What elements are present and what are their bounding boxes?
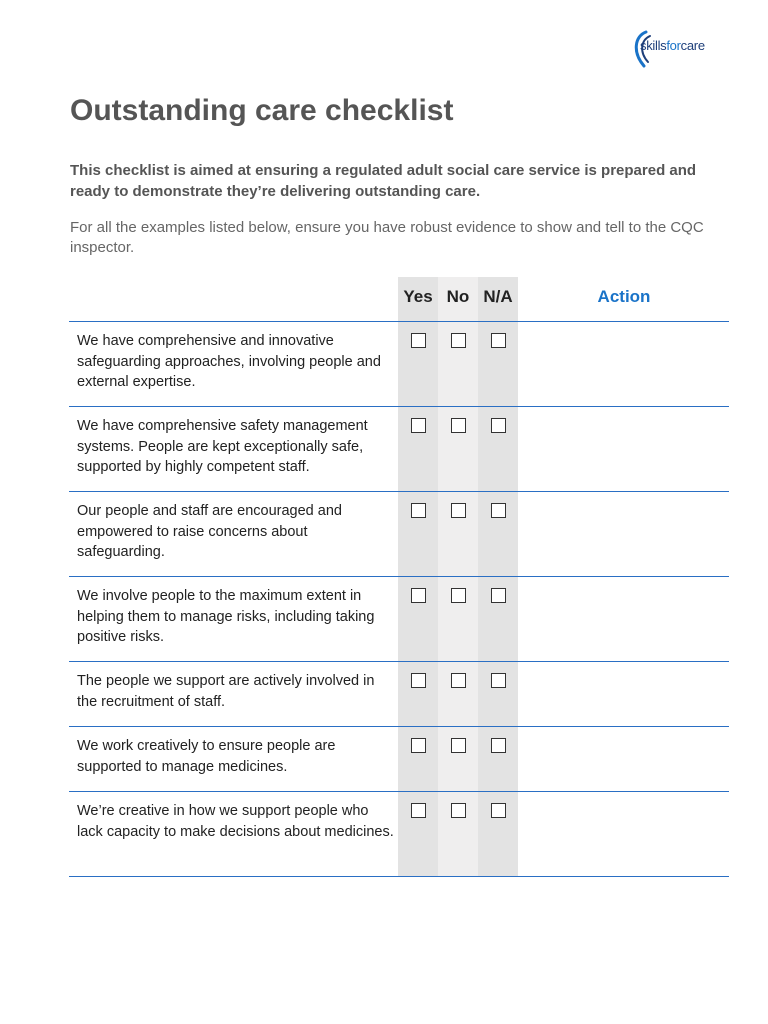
na-checkbox[interactable] [491, 738, 506, 753]
checklist-row [69, 661, 729, 726]
checklist-row [69, 726, 729, 791]
checklist-item-text: The people we support are actively involved in the recruitment of staff. [77, 673, 375, 710]
logo-wordmark-care: care [680, 38, 705, 53]
no-checkbox[interactable] [451, 738, 466, 753]
checklist-item-text: We have comprehensive and innovative safeguarding approaches, involving people and external expertise. [77, 333, 381, 390]
no-checkbox[interactable] [451, 673, 466, 688]
checklist-row [69, 791, 729, 877]
header-no: No [446, 287, 470, 306]
page-title: Outstanding care checklist [70, 94, 454, 127]
header-yes: Yes [403, 287, 433, 306]
yes-checkbox[interactable] [411, 333, 426, 348]
checklist-item-text: We have comprehensive safety management systems. People are kept exceptionally safe, supported by highly competent staff. [77, 418, 368, 475]
no-checkbox[interactable] [451, 588, 466, 603]
yes-checkbox[interactable] [411, 418, 426, 433]
no-checkbox[interactable] [451, 333, 466, 348]
checklist-row [69, 406, 729, 491]
no-checkbox[interactable] [451, 418, 466, 433]
checklist-item-text: Our people and staff are encouraged and empowered to raise concerns about safeguarding. [77, 503, 342, 560]
logo-wordmark [640, 38, 705, 53]
yes-checkbox[interactable] [411, 588, 426, 603]
checklist-item-text: We’re creative in how we support people who lack capacity to make decisions about medicines. [77, 803, 394, 840]
checklist-item-text: We work creatively to ensure people are supported to manage medicines. [77, 738, 336, 775]
header-action: Action [597, 287, 651, 306]
no-checkbox[interactable] [451, 503, 466, 518]
yes-checkbox[interactable] [411, 738, 426, 753]
na-checkbox[interactable] [491, 418, 506, 433]
checklist-row [69, 321, 729, 406]
logo-wordmark-for: for [666, 38, 681, 53]
header-na: N/A [483, 287, 513, 306]
na-checkbox[interactable] [491, 673, 506, 688]
checklist-row [69, 576, 729, 661]
checklist-item-text: We involve people to the maximum extent in helping them to manage risks, including taking positive risks. [77, 588, 375, 645]
logo-wordmark-skills: skills [640, 38, 667, 53]
na-checkbox[interactable] [491, 503, 506, 518]
na-checkbox[interactable] [491, 588, 506, 603]
yes-checkbox[interactable] [411, 503, 426, 518]
na-checkbox[interactable] [491, 333, 506, 348]
yes-checkbox[interactable] [411, 803, 426, 818]
na-checkbox[interactable] [491, 803, 506, 818]
checklist-table [69, 321, 729, 877]
yes-checkbox[interactable] [411, 673, 426, 688]
skills-for-care-logo [632, 30, 732, 68]
intro-bold-paragraph: This checklist is aimed at ensuring a regulated adult social care service is prepared and ready to demonstrate they’re delivering outstanding care. [70, 162, 697, 200]
intro-paragraph: For all the examples listed below, ensure you have robust evidence to show and tell to the CQC inspector. [70, 219, 704, 256]
no-checkbox[interactable] [451, 803, 466, 818]
checklist-row [69, 491, 729, 576]
